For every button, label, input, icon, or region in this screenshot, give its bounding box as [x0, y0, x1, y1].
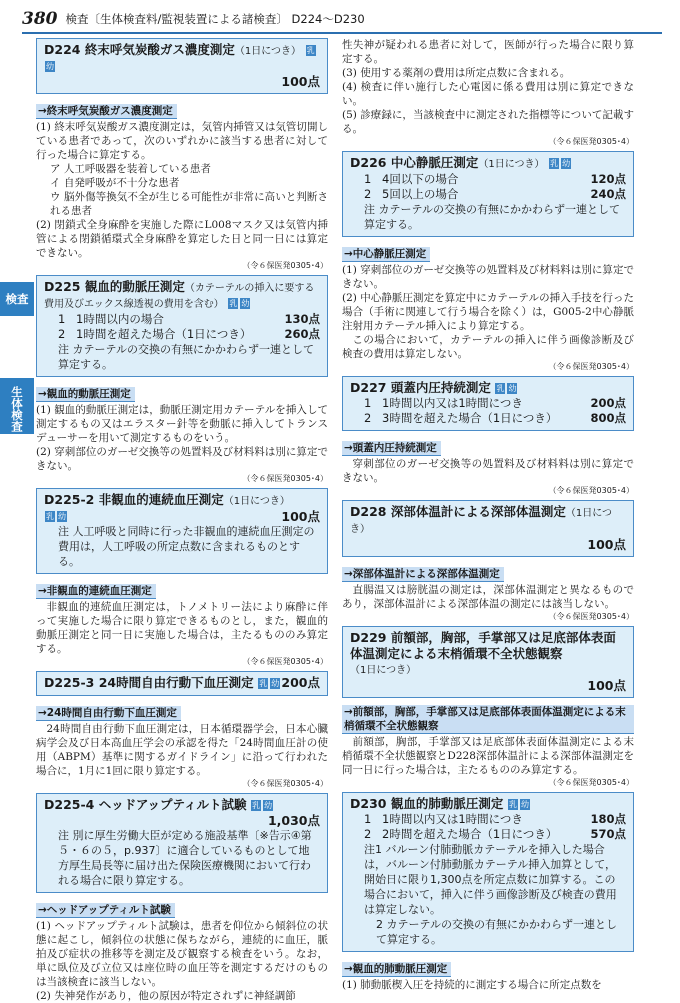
item-points: 1,030点 [267, 813, 320, 828]
body-text: (2) 穿刺部位のガーゼ交換等の処置料及び材料料は別に算定できない。 [36, 446, 328, 472]
item-box-d225-2 [36, 488, 328, 574]
badge-yo: 幼 [271, 679, 280, 688]
item-title: D229 前額部，胸部，手掌部又は足底部体表面体温測定による末梢循環不全状態観察 [350, 630, 616, 661]
body-text: ア 人工呼吸器を装着している患者 [50, 163, 211, 175]
item-note: （カテーテルの挿入に要する費用及びエックス線透視の費用を含む） [44, 283, 315, 310]
page-header-title: 検査〔生体検査料/監視装置による諸検査〕 D224～D230 [65, 12, 365, 26]
section-heading: →非観血的連続血圧測定 [36, 584, 156, 599]
item-title: D225-4 ヘッドアップティルト試験 [44, 797, 247, 812]
section-heading: →頭蓋内圧持続測定 [342, 441, 441, 456]
item-box-d225 [36, 275, 328, 377]
right-column [342, 38, 634, 992]
fee-row: 1 4回以下の場合 120点 [364, 172, 626, 186]
item-box-d225-4 [36, 793, 328, 893]
body-text: (1) 穿刺部位のガーゼ交換等の処置料及び材料料は別に算定できない。 [342, 264, 634, 290]
item-footnote: 2 カテーテルの交換の有無にかかわらず一連として算定する。 [376, 918, 617, 946]
body-text: (2) 失神発作があり，他の原因が特定されずに神経調節 [36, 990, 296, 1002]
section-heading: →前額部，胸部，手掌部又は足底部体表面体温測定による末梢循環不全状態観察 [342, 705, 634, 734]
badge-yo: 幼 [58, 512, 66, 521]
page-number: 380 [22, 9, 58, 29]
reference-note: （令６保医発0305･4） [548, 778, 634, 787]
item-note: （1日につき） [234, 46, 301, 57]
body-text: (4) 検査に伴い施行した心電図に係る費用は別に算定できない。 [342, 81, 634, 107]
item-title: D226 中心静脈圧測定 [350, 155, 479, 170]
item-title: D225-2 非観血的連続血圧測定 [44, 492, 224, 507]
item-box-d224 [36, 38, 328, 94]
fee-row: 1 1時間以内又は1時間につき 180点 [364, 812, 626, 826]
body-text: (1) 肺動脈楔入圧を持続的に測定する場合に所定点数を [342, 979, 602, 991]
item-title: D227 頭蓋内圧持続測定 [350, 380, 491, 395]
badge-yo: 幼 [264, 801, 273, 810]
fee-row: 1 1時間以内又は1時間につき 200点 [364, 396, 626, 410]
reference-note: （令６保医発0305･4） [242, 261, 328, 270]
body-text: (2) 閉鎖式全身麻酔を実施した際にL008マスク又は気管内挿管による閉鎖循環式全身麻酔を算定した日と同一日には算定できない。 [36, 219, 328, 259]
fee-row: 2 5回以上の場合 240点 [364, 187, 626, 201]
badge-yo: 幼 [241, 299, 250, 308]
item-box-d229 [342, 626, 634, 698]
item-note: （1日につき） [350, 665, 417, 676]
item-box-d230 [342, 792, 634, 952]
item-box-d227 [342, 376, 634, 431]
reference-note: （令６保医発0305･4） [548, 137, 634, 146]
body-text: 非観血的連続血圧測定は，トノメトリー法により麻酔に伴って実施した場合に限り算定できるものとし，また，観血的動脈圧測定と同一日に実施した場合は，主たるもののみ算定する。 [36, 601, 328, 655]
body-text: 前額部，胸部，手掌部又は足底部体表面体温測定による末梢循環不全状態観察とD228深部体温計による深部体温測定を同一日に行った場合は，主たるもののみ算定する。 [342, 736, 634, 776]
badge-yo: 幼 [562, 159, 571, 168]
badge-nyu: 乳 [259, 679, 268, 688]
item-footnote: 注 人工呼吸と同時に行った非観血的連続血圧測定の費用は，人工呼吸の所定点数に含まれるものとする。 [58, 525, 315, 568]
body-text: (5) 診療録に，当該検査中に測定された指標等について記載する。 [342, 109, 634, 135]
body-text: ウ 脳外傷等換気不全が生じる可能性が非常に高いと判断される患者 [50, 191, 328, 217]
fee-row: 2 3時間を超えた場合（1日につき） 800点 [364, 411, 626, 425]
item-points: 100点 [281, 509, 320, 524]
body-text: (2) 中心静脈圧測定を算定中にカテーテルの挿入手技を行った場合（手術に関連して行う場合を除く）は，G005-2中心静脈注射用カテーテル挿入により算定する。 [342, 292, 634, 332]
section-heading: →ヘッドアップティルト試験 [36, 903, 175, 918]
item-points: 100点 [587, 678, 626, 693]
item-footnote: 注 カテーテルの交換の有無にかかわらず一連として算定する。 [58, 343, 314, 371]
badge-nyu: 乳 [229, 299, 238, 308]
section-heading: →観血的動脈圧測定 [36, 387, 135, 402]
item-box-d228 [342, 500, 634, 557]
item-title: D224 終末呼気炭酸ガス濃度測定 [44, 42, 235, 57]
item-box-d226 [342, 151, 634, 237]
section-heading: →深部体温計による深部体温測定 [342, 567, 504, 582]
section-heading: →終末呼気炭酸ガス濃度測定 [36, 104, 177, 119]
body-text: 性失神が疑われる患者に対して，医師が行った場合に限り算定する。 [342, 39, 634, 65]
left-column [36, 38, 328, 1003]
item-points: 100点 [281, 74, 320, 89]
item-note: （1日につき） [223, 496, 290, 507]
reference-note: （令６保医発0305･4） [242, 657, 328, 666]
body-text: (3) 使用する薬剤の費用は所定点数に含まれる。 [342, 67, 571, 79]
badge-yo: 幼 [508, 384, 517, 393]
badge-nyu: 乳 [508, 800, 517, 809]
item-note: （1日につき） [350, 508, 612, 535]
body-text: 24時間自由行動下血圧測定は，日本循環器学会，日本心臓病学会及び日本高血圧学会の承認を得た「24時間血圧計の使用（ABPM）基準に関するガイドライン」に沿って行われた場合に，1月に1回に限り算定する。 [36, 723, 328, 777]
body-text: (1) ヘッドアップティルト試験は，患者を仰位から傾斜位の状態に起こし，傾斜位の状態に保ちながら，連続的に血圧，脈拍及び症状の推移等を測定及び観察する検査をいう。なお，単に臥位及び立位又は座位時の血圧等を測定するだけのものは当該検査に該当しない。 [36, 920, 328, 988]
badge-yo: 幼 [520, 800, 529, 809]
item-footnote: 注 別に厚生労働大臣が定める施設基準〔※告示④第５・６の５，p.937〕に適合しているものとして地方厚生局長等に届け出た保険医療機関において行われる場合に限り算定する。 [58, 829, 312, 887]
section-heading: →24時間自由行動下血圧測定 [36, 706, 181, 721]
badge-nyu: 乳 [46, 512, 54, 521]
item-title: D225-3 24時間自由行動下血圧測定 [44, 675, 254, 690]
item-title: D230 観血的肺動脈圧測定 [350, 796, 504, 811]
section-heading: →観血的肺動脈圧測定 [342, 962, 451, 977]
fee-row: 2 1時間を超えた場合（1日につき） 260点 [58, 327, 320, 341]
body-text: (1) 観血的動脈圧測定は，動脈圧測定用カテーテルを挿入して測定するもの又はエラスター針等を動脈に挿入してトランスデューサーを用いて測定するものをいう。 [36, 404, 328, 444]
reference-note: （令６保医発0305･4） [548, 362, 634, 371]
body-text: イ 自発呼吸が不十分な患者 [50, 177, 180, 189]
badge-nyu: 乳 [550, 159, 559, 168]
badge-nyu: 乳 [496, 384, 505, 393]
item-points: 100点 [587, 537, 626, 552]
item-title: D225 観血的動脈圧測定 [44, 279, 185, 294]
side-tab-seitai-kensa[interactable]: 生体検査 [0, 378, 34, 434]
reference-note: （令６保医発0305･4） [242, 779, 328, 788]
body-text: この場合において，カテーテルの挿入に伴う画像診断及び検査の費用は算定しない。 [342, 334, 634, 360]
badge-yo: 幼 [46, 62, 54, 71]
page-header [22, 6, 662, 34]
item-title: D228 深部体温計による深部体温測定 [350, 504, 566, 519]
item-box-d225-3 [36, 671, 328, 696]
item-points: 200点 [281, 675, 320, 690]
badge-nyu: 乳 [252, 801, 261, 810]
item-note: （1日につき） [478, 159, 545, 170]
reference-note: （令６保医発0305･4） [242, 474, 328, 483]
item-footnote: 注 カテーテルの交換の有無にかかわらず一連として算定する。 [364, 203, 620, 231]
section-heading: →中心静脈圧測定 [342, 247, 430, 262]
body-text: 直腸温又は膀胱温の測定は，深部体温測定と異なるものであり，深部体温計による深部体温の測定には該当しない。 [342, 584, 634, 610]
side-tab-kensa[interactable]: 検査 [0, 282, 34, 316]
fee-row: 1 1時間以内の場合 130点 [58, 312, 320, 326]
item-footnote: 注1 バルーン付肺動脈カテーテルを挿入した場合は，バルーン付肺動脈カテーテル挿入加算として，開始日に限り1,300点を所定点数に加算する。この場合において，挿入に伴う画像診断及び検査の費用は算定しない。 [364, 843, 617, 916]
body-text: 穿刺部位のガーゼ交換等の処置料及び材料料は別に算定できない。 [342, 458, 634, 484]
reference-note: （令６保医発0305･4） [548, 612, 634, 621]
fee-row: 2 2時間を超えた場合（1日につき） 570点 [364, 827, 626, 841]
body-text: (1) 終末呼気炭酸ガス濃度測定は，気管内挿管又は気管切開している患者であって，次のいずれかに該当する患者に対して行った場合に算定する。 [36, 121, 328, 161]
reference-note: （令６保医発0305･4） [548, 486, 634, 495]
badge-nyu: 乳 [306, 46, 315, 55]
